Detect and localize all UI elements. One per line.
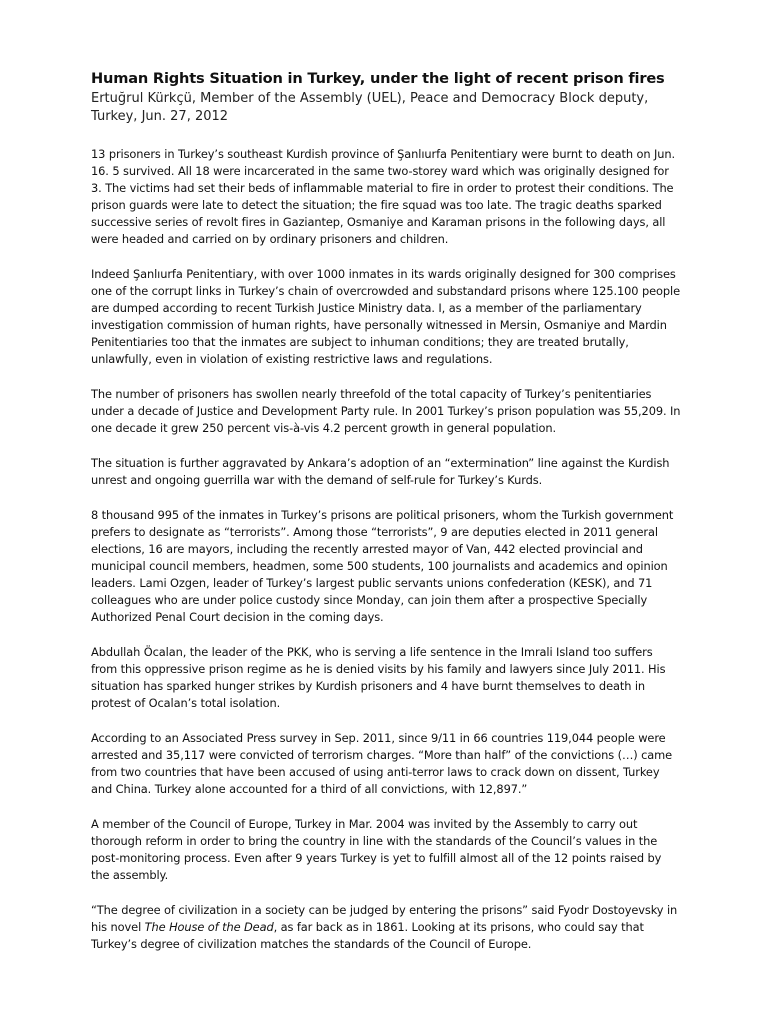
paragraph-5: 8 thousand 995 of the inmates in Turkey’s prisons are political prisoners, whom the Turkish government prefers to designate as “terrorists”. Among those “terrorists”, 9 are deputies elected in 2011 general elections, 16 are mayors, including the recently arrested mayor of Van, 442 elected provincial and municipal council members, headmen, some 500 students, 100 journalists and academics and opinion leaders. Lami Ozgen, leader of Turkey’s largest public servants unions confederation (KESK), and 71 colleagues who are under police custody since Monday, can join them after a prospective Specially Authorized Penal Court decision in the coming days. [91, 508, 674, 624]
paragraph-9 [91, 902, 681, 953]
document-body [91, 146, 681, 953]
paragraph-6: Abdullah Öcalan, the leader of the PKK, who is serving a life sentence in the Imrali Island too suffers from this oppressive prison regime as he is denied visits by his family and lawyers since July 2011. His situation has sparked hunger strikes by Kurdish prisoners and 4 have burnt themselves to death in protest of Ocalan’s total isolation. [91, 645, 666, 710]
paragraph-7: According to an Associated Press survey in Sep. 2011, since 9/11 in 66 countries 119,044 people were arrested and 35,117 were convicted of terrorism charges. “More than half” of the convictions (…) came from two countries that have been accused of using anti-terror laws to crack down on dissent, Turkey and China. Turkey alone accounted for a third of all convictions, with 12,897.” [91, 731, 673, 796]
paragraph-4: The situation is further aggravated by Ankara’s adoption of an “extermination” line against the Kurdish unrest and ongoing guerrilla war with the demand of self-rule for Turkey’s Kurds. [91, 456, 670, 487]
book-title: The House of the Dead [144, 920, 274, 934]
paragraph-9-text-after: , as far back as in 1861. Looking at its prisons, who could say that Turkey’s degree of civilization matches the standards of the Council of Europe. [91, 920, 644, 951]
paragraph-3: The number of prisoners has swollen nearly threefold of the total capacity of Turkey’s penitentiaries under a decade of Justice and Development Party rule. In 2001 Turkey’s prison population was 55,209. In one decade it grew 250 percent vis-à-vis 4.2 percent growth in general population. [91, 387, 681, 435]
author-byline [91, 90, 681, 126]
paragraph-9-text-before: “The degree of civilization in a society can be judged by entering the prisons” said Fyodr Dostoyevsky in his novel [91, 903, 678, 934]
document-title: Human Rights Situation in Turkey, under the light of recent prison fires [91, 70, 665, 87]
document-page [91, 70, 681, 971]
paragraph-2: Indeed Şanlıurfa Penitentiary, with over 1000 inmates in its wards originally designed for 300 comprises one of the corrupt links in Turkey’s chain of overcrowded and substandard prisons where 125.100 people are dumped according to recent Turkish Justice Ministry data. I, as a member of the parliamentary investigation commission of human rights, have personally witnessed in Mersin, Osmaniye and Mardin Penitentiaries too that the inmates are subject to inhuman conditions; they are treated brutally, unlawfully, even in violation of existing restrictive laws and regulations. [91, 267, 680, 366]
byline-author-line: Ertuğrul Kürkçü, Member of the Assembly (UEL), Peace and Democracy Block deputy, [91, 91, 649, 106]
paragraph-1: 13 prisoners in Turkey’s southeast Kurdish province of Şanlıurfa Penitentiary were burnt to death on Jun. 16. 5 survived. All 18 were incarcerated in the same two-storey ward which was originally designed for 3. The victims had set their beds of inflammable material to fire in order to protest their conditions. The prison guards were late to detect the situation; the fire squad was too late. The tragic deaths sparked successive series of revolt fires in Gaziantep, Osmaniye and Karaman prisons in the following days, all were headed and carried on by ordinary prisoners and children. [91, 147, 676, 246]
byline-date-line: Turkey, Jun. 27, 2012 [91, 109, 229, 124]
paragraph-8: A member of the Council of Europe, Turkey in Mar. 2004 was invited by the Assembly to carry out thorough reform in order to bring the country in line with the standards of the Council’s values in the post-monitoring process. Even after 9 years Turkey is yet to fulfill almost all of the 12 points raised by the assembly. [91, 817, 662, 882]
